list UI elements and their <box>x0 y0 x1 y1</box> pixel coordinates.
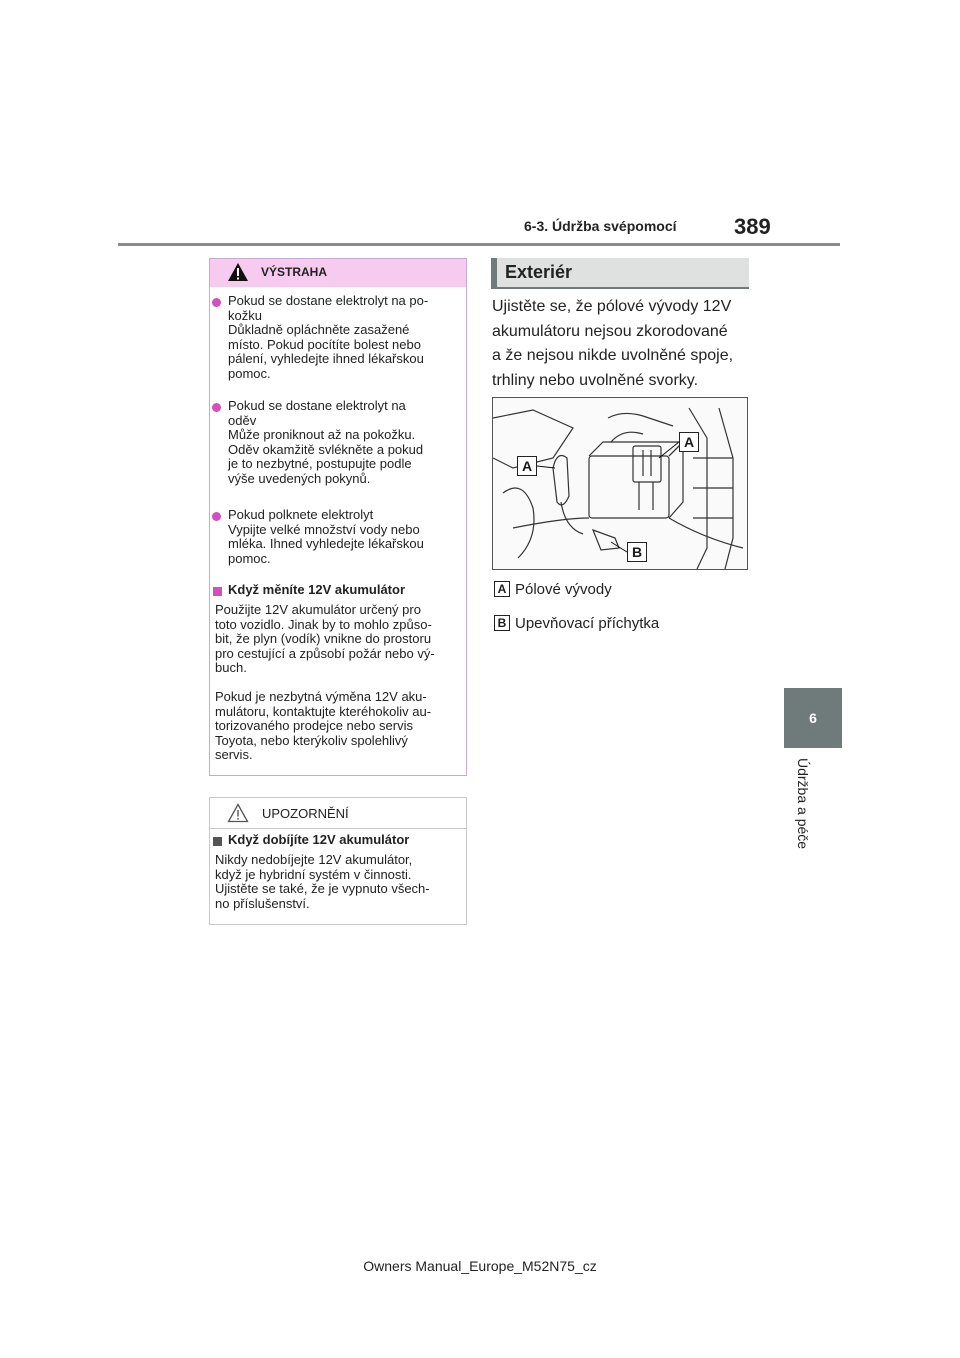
notice-title: UPOZORNĚNÍ <box>262 806 349 821</box>
section-title: 6-3. Údržba svépomocí <box>524 218 677 234</box>
chapter-title: Údržba a péče <box>795 758 811 850</box>
bullet-icon <box>212 512 221 521</box>
notice-subheading: Když dobíjíte 12V akumulátor <box>228 832 410 847</box>
figure-label-a-right: A <box>679 432 699 452</box>
figure-leader-lines <box>493 398 747 569</box>
warning-title: VÝSTRAHA <box>261 265 328 279</box>
legend-key-a: A <box>494 581 510 597</box>
warning-triangle-icon <box>227 262 249 282</box>
warning-paragraph-2: Pokud je nezbytná výměna 12V aku- mulátoru, kontaktujte kteréhokoliv au- torizovaného prodejce nebo servis Toyota, nebo kterýkoliv spolehlivý servis. <box>215 689 432 763</box>
square-bullet-icon <box>213 587 222 596</box>
legend-text-b: Upevňovací příchytka <box>515 615 660 632</box>
chapter-number: 6 <box>809 710 817 726</box>
warning-subheading: Když měníte 12V akumulátor <box>228 582 405 597</box>
exterior-body: Ujistěte se, že pólové vývody 12V akumulátoru nejsou zkorodované a že nejsou nikde uvolněné spoje, trhliny nebo uvolněné svorky. <box>492 298 734 389</box>
exterior-title: Exteriér <box>505 262 573 282</box>
warning-item-clothes: Pokud se dostane elektrolyt na oděv Může proniknout až na pokožku. Oděv okamžitě svlékněte a pokud je to nezbytné, postupujte podle výše uvedených pokynů. <box>228 398 424 486</box>
chapter-tab[interactable] <box>784 688 842 748</box>
page-number: 389 <box>734 214 771 239</box>
bullet-icon <box>212 403 221 412</box>
figure-label-a-left: A <box>517 456 537 476</box>
warning-item-swallow: Pokud polknete elektrolyt Vypijte velké množství vody nebo mléka. Ihned vyhledejte lékařskou pomoc. <box>228 507 424 566</box>
legend-key-b: B <box>494 615 510 631</box>
battery-illustration <box>492 397 748 570</box>
notice-paragraph: Nikdy nedobíjejte 12V akumulátor, když je hybridní systém v činnosti. Ujistěte se také, že je vypnuto všech- no příslušenství. <box>215 852 430 911</box>
footer-text: Owners Manual_Europe_M52N75_cz <box>363 1258 597 1274</box>
header-divider <box>118 243 840 246</box>
figure-label-b: B <box>627 542 647 562</box>
bullet-icon <box>212 298 221 307</box>
caution-triangle-icon <box>227 803 249 823</box>
legend-text-a: Pólové vývody <box>515 581 612 598</box>
warning-item-skin: Pokud se dostane elektrolyt na po- kožku Důkladně opláchněte zasažené místo. Pokud pocítíte bolest nebo pálení, vyhledejte ihned lékařskou pomoc. <box>228 293 429 381</box>
square-bullet-icon <box>213 837 222 846</box>
warning-paragraph-1: Použijte 12V akumulátor určený pro toto vozidlo. Jinak by to mohlo způso- bit, že plyn (vodík) vnikne do prostoru pro cestující a způsobí požár nebo vý- buch. <box>215 602 435 676</box>
